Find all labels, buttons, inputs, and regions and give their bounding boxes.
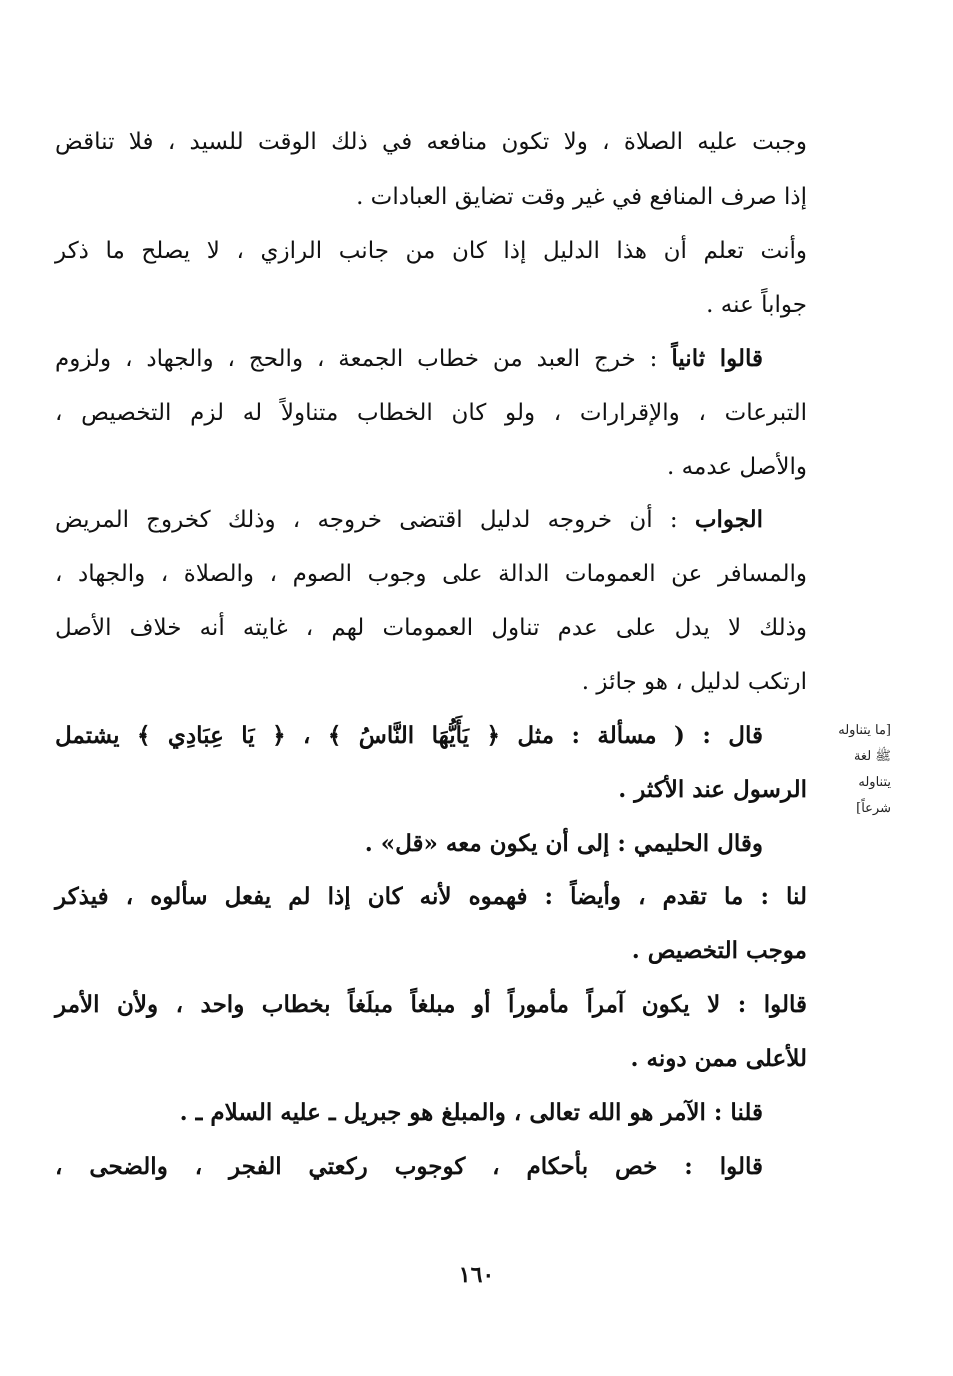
- text-line: جواباً عنه .: [706, 292, 807, 318]
- text-line: ارتكب لدليل ، هو جائز .: [581, 669, 807, 695]
- text-line: وذلك لا يدل على عدم تناول العمومات لهم ، غايته أنه خلاف الأصل: [55, 615, 807, 641]
- text-line: قال : ( مسألة : مثل ﴿ يَأَيُّهَا النَّاسُ ﴾ ، ﴿ يَا عِبَادِي ﴾ يشتمل: [55, 722, 763, 749]
- text-line: قالوا : لا يكون آمراً مأموراً أو مبلغاً مبلَغاً بخطاب واحد ، ولأن الأمر: [55, 991, 807, 1018]
- page-number: ١٦٠: [458, 1262, 495, 1288]
- paragraph-lead: قالوا ثانياً: [671, 345, 763, 372]
- text-line: للأعلى ممن دونه .: [630, 1045, 807, 1072]
- margin-note-line: [ما يتناوله: [838, 723, 891, 738]
- text-line: وأنت تعلم أن هذا الدليل إذا كان من جانب الرازي ، لا يصلح ما ذكر: [55, 238, 807, 264]
- text-line: والأصل عدمه .: [667, 454, 807, 480]
- text-line: الرسول عند الأكثر .: [618, 776, 807, 803]
- paragraph-lead: الجواب: [694, 506, 763, 533]
- text-line: [55, 339, 763, 379]
- margin-note: [838, 718, 891, 822]
- text-line: موجب التخصيص .: [631, 937, 807, 964]
- text-line: والمسافر عن العمومات الدالة على وجوب الصوم ، والصلاة ، والجهاد ،: [55, 561, 807, 587]
- text-line: وقال الحليمي : إلى أن يكون معه «قل» .: [364, 830, 763, 857]
- text-line: قالوا : خص بأحكام ، كوجوب ركعتي الفجر ، والضحى ،: [55, 1153, 763, 1180]
- text-line: قلنا : الآمر هو الله تعالى ، والمبلغ هو جبريل ـ عليه السلام ـ .: [179, 1099, 763, 1126]
- text-span: : خرج العبد من خطاب الجمعة ، والحج ، والجهاد ، ولزوم: [55, 346, 672, 372]
- margin-note-line: شرعاً]: [856, 801, 891, 816]
- text-line: التبرعات ، والإقرارات ، ولو كان الخطاب متناولاً له لزم التخصيص ،: [55, 400, 807, 426]
- text-line: وجبت عليه الصلاة ، ولا تكون منافعه في ذلك الوقت للسيد ، فلا تناقض: [55, 129, 807, 155]
- margin-note-line: يتناوله: [858, 775, 891, 790]
- text-line: [55, 500, 763, 540]
- margin-note-line: ﷺ لغة: [853, 749, 891, 764]
- text-span: : أن خروجه لدليل اقتضى خروجه ، وذلك كخروج المريض: [55, 507, 695, 533]
- text-line: لنا : ما تقدم ، وأيضاً : فهموه لأنه كان إذا لم يفعل سألوه ، فيذكر: [55, 883, 807, 910]
- text-line: إذا صرف المنافع في غير وقت تضايق العبادات .: [356, 184, 807, 210]
